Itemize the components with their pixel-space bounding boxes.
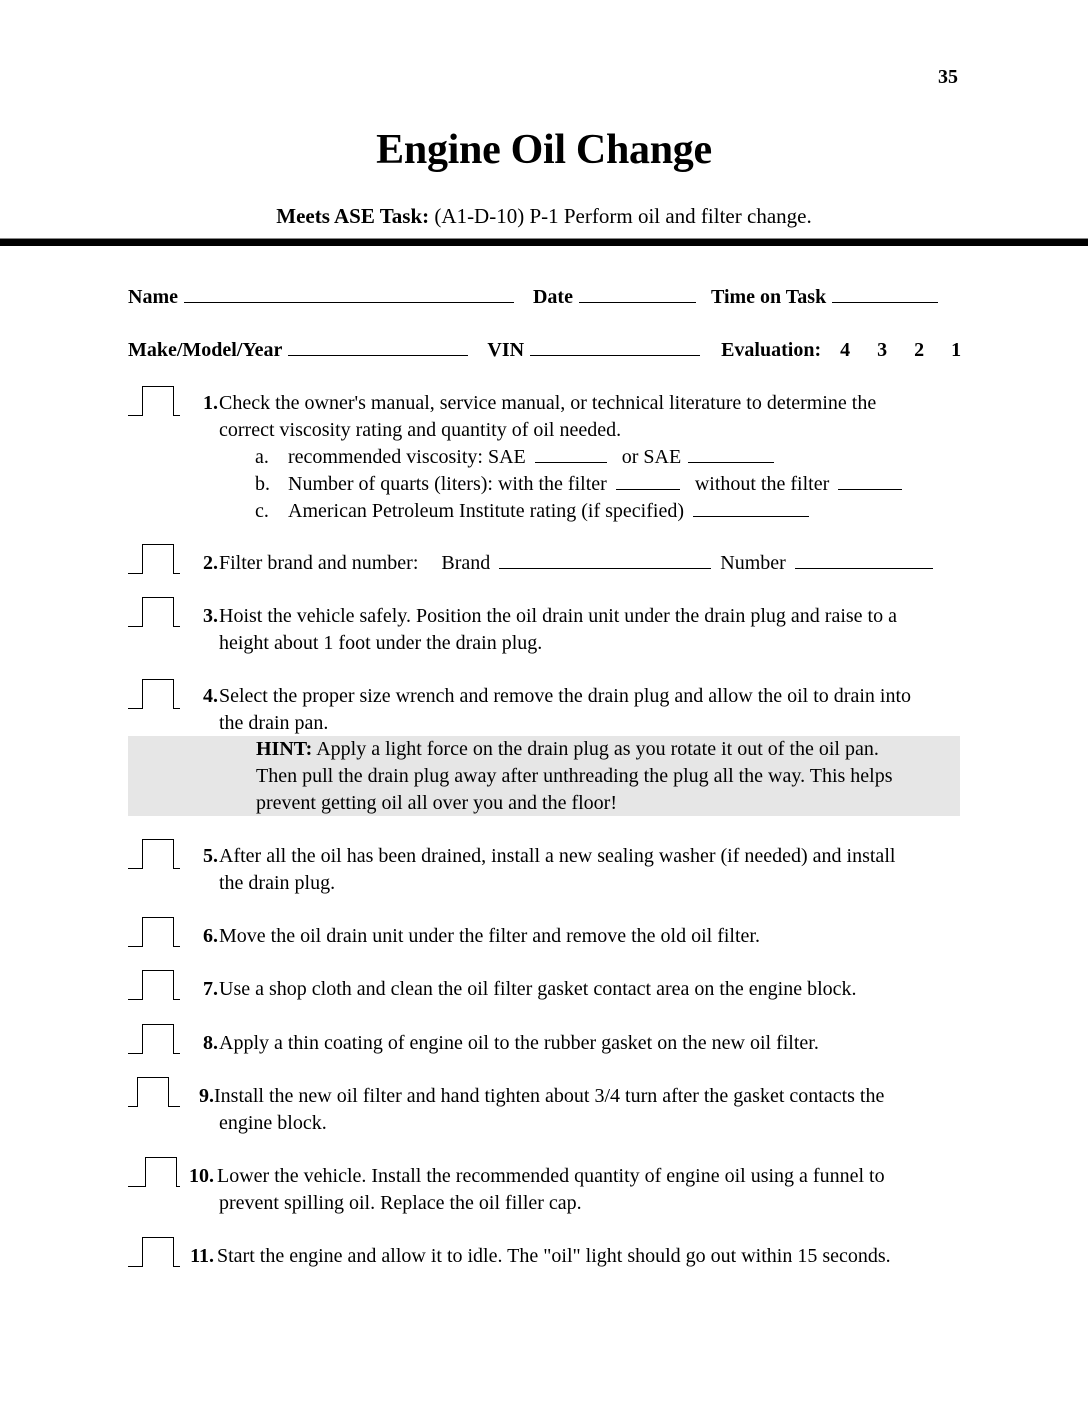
task-text-line: Filter brand and number: Brand Number	[219, 550, 968, 577]
quarts-with-filter-field[interactable]	[616, 472, 680, 490]
task-text-line: prevent spilling oil. Replace the oil filler cap.	[219, 1192, 582, 1214]
hint-line: Then pull the drain plug away after unthreading the plug all the way. This helps	[256, 765, 893, 787]
filter-brand-field[interactable]	[499, 551, 711, 569]
make-model-year-field[interactable]	[288, 338, 468, 356]
task-5	[128, 843, 968, 897]
hint-line: prevent getting oil all over you and the floor!	[256, 792, 618, 814]
task-2-checkbox[interactable]	[128, 544, 180, 574]
name-label: Name	[128, 286, 178, 308]
task-text-line: the drain pan.	[219, 712, 329, 734]
task-10-checkbox[interactable]	[128, 1157, 180, 1187]
api-rating-field[interactable]	[693, 499, 809, 517]
subitem-a: a. recommended viscosity: SAE or SAE	[255, 444, 968, 471]
task-11-checkbox[interactable]	[128, 1237, 180, 1267]
task-number: 10.	[189, 1165, 214, 1187]
task-number: 9.	[199, 1085, 214, 1107]
task-number: 5.	[203, 845, 218, 867]
evaluation-score-4[interactable]: 4	[840, 339, 851, 361]
task-8-checkbox[interactable]	[128, 1024, 180, 1054]
task-number: 6.	[203, 925, 218, 947]
task-text-line: Apply a thin coating of engine oil to the rubber gasket on the new oil filter.	[219, 1032, 819, 1054]
task-1-checkbox[interactable]	[128, 386, 180, 416]
task-9	[128, 1083, 968, 1137]
task-text-line: After all the oil has been drained, install a new sealing washer (if needed) and install	[219, 845, 896, 867]
task-number: 2.	[203, 552, 218, 574]
date-label: Date	[532, 286, 573, 308]
task-text-line: Lower the vehicle. Install the recommended quantity of engine oil using a funnel to	[217, 1165, 885, 1187]
task-3-checkbox[interactable]	[128, 597, 180, 627]
task-7	[128, 976, 968, 1003]
filter-number-field[interactable]	[795, 551, 933, 569]
hint-line: HINT: Apply a light force on the drain plug as you rotate it out of the oil pan.	[256, 738, 879, 760]
task-text-line: Select the proper size wrench and remove the drain plug and allow the oil to drain into	[219, 685, 912, 707]
time-on-task-field[interactable]	[832, 285, 938, 303]
date-field[interactable]	[579, 285, 696, 303]
sae-viscosity-field-1[interactable]	[535, 445, 607, 463]
ase-task-line	[0, 204, 1088, 229]
evaluation-score-3[interactable]: 3	[877, 339, 888, 361]
task-2	[128, 550, 968, 577]
evaluation-score-1[interactable]: 1	[951, 339, 962, 361]
task-10	[128, 1163, 968, 1217]
sae-viscosity-field-2[interactable]	[688, 445, 774, 463]
task-1	[128, 390, 968, 525]
task-number: 1.	[203, 392, 218, 414]
task-number: 11.	[190, 1245, 214, 1267]
brand-label: Brand	[441, 552, 491, 574]
task-11	[128, 1243, 968, 1270]
number-label: Number	[720, 552, 786, 574]
task-text-line: correct viscosity rating and quantity of oil needed.	[219, 419, 622, 441]
task-text-line: engine block.	[219, 1112, 327, 1134]
task-text-line: Use a shop cloth and clean the oil filter gasket contact area on the engine block.	[219, 978, 857, 1000]
task-4	[128, 683, 968, 737]
page-number: 35	[938, 66, 958, 88]
task-text-line: Check the owner's manual, service manual, or technical literature to determine the	[219, 392, 877, 414]
task-4-checkbox[interactable]	[128, 679, 180, 709]
header-rule	[0, 238, 1088, 246]
ase-label: Meets ASE Task:	[276, 204, 430, 228]
evaluation-label: Evaluation:	[721, 339, 822, 361]
task-6	[128, 923, 968, 950]
task-text-line: Install the new oil filter and hand tighten about 3/4 turn after the gasket contacts the	[214, 1085, 885, 1107]
quarts-without-filter-field[interactable]	[838, 472, 902, 490]
task-9-checkbox[interactable]	[128, 1077, 180, 1107]
name-field[interactable]	[184, 285, 514, 303]
vin-field[interactable]	[530, 338, 700, 356]
task-number: 3.	[203, 605, 218, 627]
task-text-line: the drain plug.	[219, 872, 336, 894]
ase-task: (A1-D-10) P-1 Perform oil and filter change.	[434, 204, 812, 228]
task-text-line: height about 1 foot under the drain plug.	[219, 632, 543, 654]
student-info-row	[128, 285, 944, 309]
task-number: 7.	[203, 978, 218, 1000]
task-number: 4.	[203, 685, 218, 707]
task-7-checkbox[interactable]	[128, 970, 180, 1000]
time-on-task-label: Time on Task	[710, 286, 827, 308]
make-model-year-label: Make/Model/Year	[128, 339, 283, 361]
task-5-checkbox[interactable]	[128, 839, 180, 869]
vin-label: VIN	[487, 339, 525, 361]
page-title: Engine Oil Change	[376, 127, 712, 173]
task-number: 8.	[203, 1032, 218, 1054]
task-6-checkbox[interactable]	[128, 917, 180, 947]
task-text-line: Start the engine and allow it to idle. The "oil" light should go out within 15 seconds.	[217, 1245, 891, 1267]
task-3	[128, 603, 968, 657]
evaluation-score-2[interactable]: 2	[914, 339, 925, 361]
task-text-line: Move the oil drain unit under the filter and remove the old oil filter.	[219, 925, 760, 947]
hint-label: HINT:	[256, 738, 313, 760]
vehicle-info-row	[128, 338, 961, 362]
task-text-line: Hoist the vehicle safely. Position the oil drain unit under the drain plug and raise to a	[219, 605, 897, 627]
hint-text	[256, 736, 956, 817]
subitem-c: c. American Petroleum Institute rating (if specified)	[255, 498, 968, 525]
subitem-b: b. Number of quarts (liters): with the filter without the filter	[255, 471, 968, 498]
task-8	[128, 1030, 968, 1057]
